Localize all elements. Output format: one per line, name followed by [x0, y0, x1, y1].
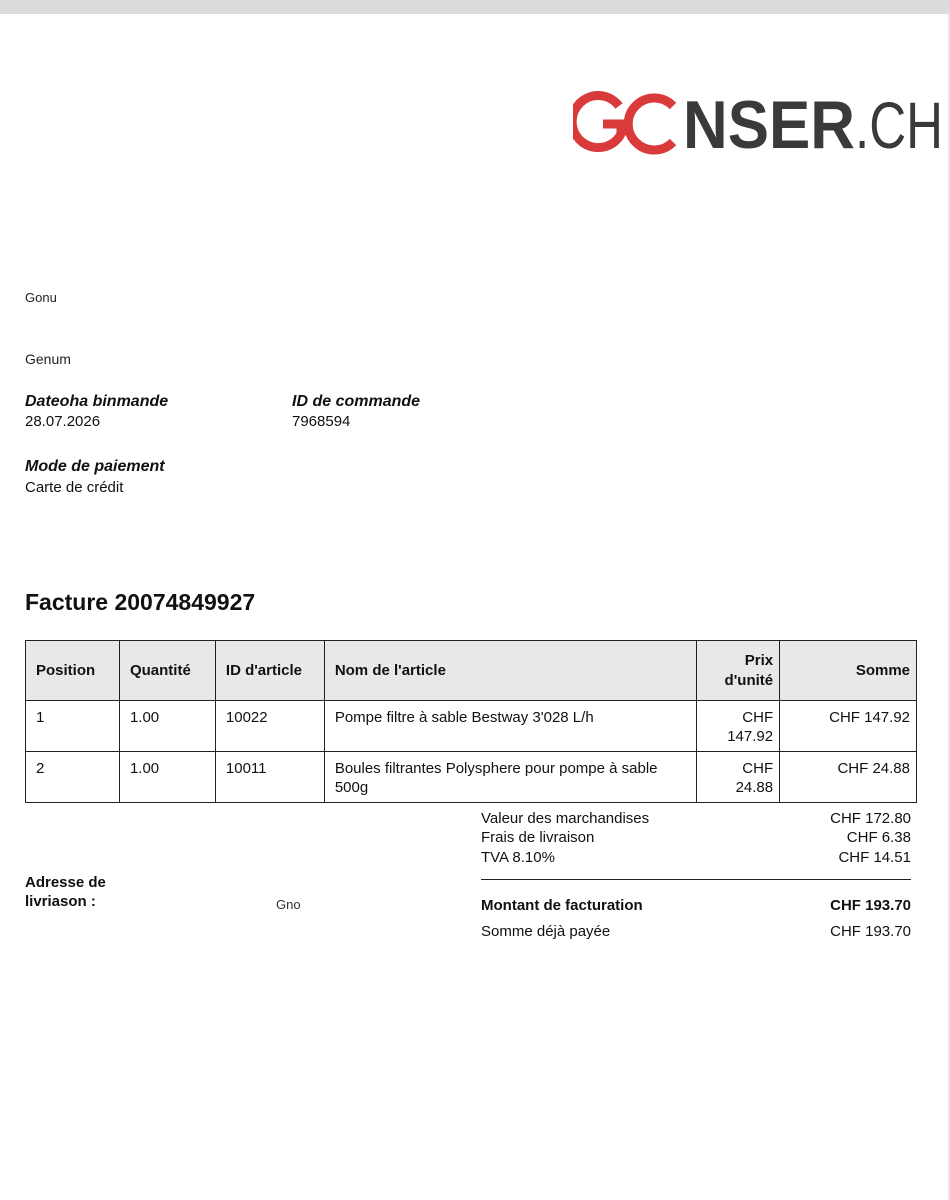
goods-value-label: Valeur des marchandises [481, 810, 650, 827]
paid-amount: CHF 193.70 [830, 923, 911, 940]
col-header-quantity: Quantité [119, 641, 215, 701]
top-border [0, 0, 950, 14]
order-date-value: 28.07.2026 [25, 413, 101, 430]
cell-sum: CHF 147.92 [780, 701, 917, 752]
unit-price-header-line1: Prix [744, 651, 774, 669]
unit-price-currency: CHF [742, 709, 774, 726]
col-header-article-id: ID d'article [215, 641, 324, 701]
recipient-address: Genum [25, 351, 71, 367]
cell-position: 2 [26, 752, 120, 803]
invoice-items-table [25, 640, 917, 803]
order-id-value: 7968594 [292, 413, 351, 430]
order-id-label: ID de commande [292, 393, 421, 410]
shipping-label: Frais de livraison [481, 829, 595, 846]
svg-text:NSER: NSER [683, 87, 855, 162]
payment-method-label: Mode de paiement [25, 458, 165, 475]
invoice-title: Facture 20074849927 [25, 589, 256, 615]
table-row [26, 701, 917, 752]
payment-method-value: Carte de crédit [25, 479, 124, 496]
recipient-name: Gonu [25, 290, 57, 305]
cell-article-name: Pompe filtre à sable Bestway 3'028 L/h [324, 701, 696, 752]
cell-quantity: 1.00 [119, 752, 215, 803]
table-row [26, 752, 917, 803]
cell-position: 1 [26, 701, 120, 752]
vat-label: TVA 8.10% [481, 849, 555, 866]
order-date-label: Dateoha binmande [25, 393, 169, 410]
paid-label: Somme déjà payée [481, 923, 611, 940]
cell-article-id: 10011 [215, 752, 324, 803]
delivery-address-value: Gno [276, 897, 301, 912]
unit-price-currency: CHF [742, 760, 774, 777]
cell-unit-price [697, 701, 780, 752]
unit-price-amount: 24.88 [735, 779, 774, 796]
vat-amount: CHF 14.51 [838, 849, 911, 866]
col-header-sum: Somme [780, 641, 917, 701]
delivery-address-label [25, 873, 106, 911]
unit-price-header-line2: d'unité [724, 671, 774, 689]
delivery-label-line1: Adresse de [25, 874, 106, 891]
delivery-label-line2: livriason : [25, 893, 96, 910]
cell-unit-price [697, 752, 780, 803]
cell-article-name: Boules filtrantes Polysphere pour pompe à sable 500g [324, 752, 696, 803]
billing-total-amount: CHF 193.70 [830, 897, 911, 914]
cell-quantity: 1.00 [119, 701, 215, 752]
shipping-amount: CHF 6.38 [846, 829, 911, 846]
table-header-row [26, 641, 917, 701]
cell-sum: CHF 24.88 [780, 752, 917, 803]
cell-article-id: 10022 [215, 701, 324, 752]
col-header-position: Position [26, 641, 120, 701]
col-header-article-name: Nom de l'article [324, 641, 696, 701]
svg-text:.CH: .CH [855, 88, 943, 162]
unit-price-amount: 147.92 [727, 728, 774, 745]
col-header-unit-price [697, 641, 780, 701]
billing-total-label: Montant de facturation [481, 897, 643, 914]
gonser-logo [573, 86, 945, 162]
goods-value-amount: CHF 172.80 [830, 810, 911, 827]
totals-divider [481, 879, 911, 880]
